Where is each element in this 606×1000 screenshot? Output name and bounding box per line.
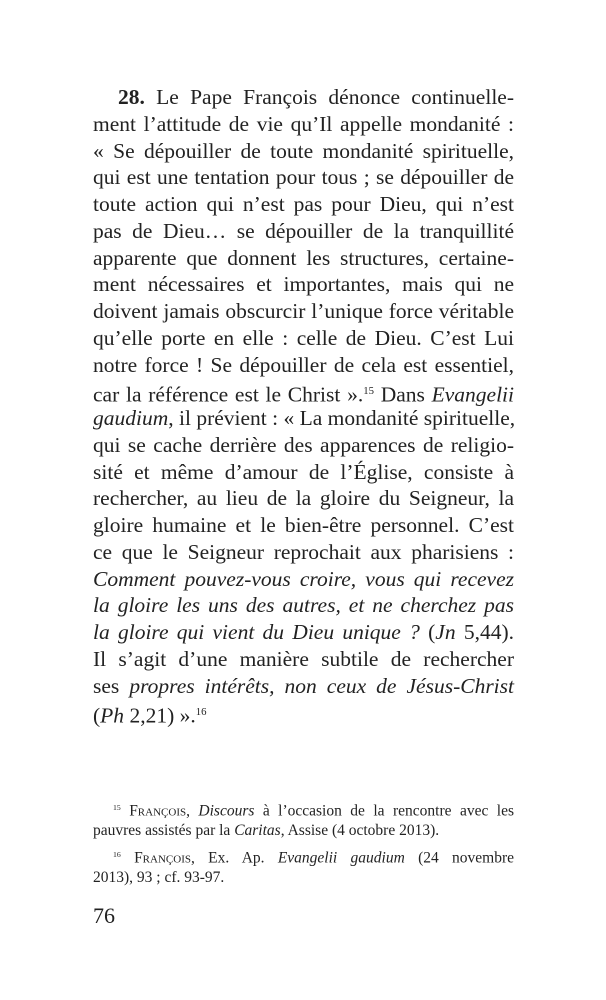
text-line: [93, 673, 514, 700]
text-segment: ,: [186, 802, 199, 820]
text-segment: Evangelii gaudium: [277, 849, 405, 867]
text-line: [93, 84, 514, 111]
text-segment: Le Pape François dénonce continuelle-: [144, 85, 514, 109]
text-line: [93, 271, 514, 298]
text-segment: Dans: [373, 382, 432, 407]
text-segment: pas de Dieu… se dépouiller de la tranquillité: [93, 218, 514, 243]
text-line: [93, 245, 514, 272]
text-segment: apparente que donnent les structures, certaine-: [93, 245, 514, 270]
text-segment: [121, 802, 129, 819]
text-segment: François: [129, 802, 187, 820]
text-line: [93, 298, 514, 325]
text-segment: Discours: [198, 802, 255, 820]
text-segment: ment l’attitude de vie qu’Il appelle mondanité :: [93, 111, 514, 136]
text-segment: gaudium: [93, 406, 169, 430]
text-segment: (24 novembre: [404, 849, 515, 867]
text-segment: [121, 849, 134, 866]
text-segment: qui se cache derrière des apparences de religio-: [93, 432, 514, 457]
text-line: [93, 432, 514, 459]
text-line: [93, 566, 514, 593]
footnotes: [93, 796, 514, 889]
footnote-ref: 15: [113, 803, 121, 812]
text-segment: notre force ! Se dépouiller de cela est essentiel,: [93, 352, 514, 377]
text-line: [93, 646, 514, 673]
paragraph-28: [93, 84, 514, 726]
text-line: [93, 378, 514, 405]
text-line: [93, 164, 514, 191]
footnote-line: [93, 866, 514, 889]
text-segment: François: [134, 849, 191, 867]
text-segment: Jn: [435, 620, 456, 644]
text-segment: , Ex. Ap.: [190, 849, 278, 867]
text-segment: Il s’agit d’une manière subtile de rechercher: [93, 646, 514, 671]
text-line: [93, 218, 514, 245]
footnote-ref: 16: [195, 706, 207, 719]
text-line: [93, 459, 514, 486]
footnote-line: [93, 796, 514, 819]
text-segment: la gloire qui vient du Dieu unique ?: [93, 620, 420, 644]
text-segment: Evangelii: [431, 382, 514, 407]
text-segment: qu’elle porte en elle : celle de Dieu. C’est Lui: [93, 325, 514, 350]
text-line: [93, 592, 514, 619]
text-segment: Ph: [100, 703, 125, 728]
text-segment: qui est une tentation pour tous ; se dépouiller de: [93, 165, 514, 190]
text-line: [93, 619, 514, 646]
text-segment: « Se dépouiller de toute mondanité spirituelle,: [93, 138, 514, 163]
footnote-ref: 15: [363, 385, 374, 398]
text-line: [93, 138, 514, 165]
text-segment: rechercher, au lieu de la gloire du Seigneur, la: [93, 486, 514, 511]
footnote-line: [93, 819, 514, 842]
text-line: [93, 512, 514, 539]
text-segment: (: [419, 620, 436, 644]
text-segment: Caritas: [234, 822, 281, 840]
text-segment: , Assise (4 octobre 2013).: [280, 822, 440, 840]
text-line: [93, 352, 514, 379]
text-segment: (: [93, 703, 101, 728]
text-segment: à l’occasion de la rencontre avec les: [254, 802, 514, 820]
page-number: 76: [93, 903, 115, 928]
text-segment: 2,21) ».: [124, 703, 196, 728]
text-segment: propres intérêts, non ceux de Jésus-Christ: [129, 673, 514, 698]
text-line: [93, 699, 514, 726]
text-segment: doivent jamais obscurcir l’unique force véritable: [93, 299, 514, 323]
paragraph-number: 28.: [118, 85, 145, 109]
text-segment: car la référence est le Christ ».: [93, 382, 364, 407]
text-segment: sité et même d’amour de l’Église, consiste à: [93, 459, 514, 484]
text-segment: toute action qui n’est pas pour Dieu, qui n’est: [93, 192, 514, 216]
text-segment: ses: [93, 673, 130, 698]
text-line: [93, 485, 514, 512]
text-segment: gloire humaine et le bien-être personnel. C’est: [93, 513, 514, 537]
text-line: [93, 405, 514, 432]
text-segment: , il prévient : « La mondanité spirituelle,: [168, 406, 516, 430]
footnote-line: [93, 843, 514, 866]
text-segment: 5,44).: [455, 620, 514, 644]
text-segment: ment nécessaires et importantes, mais qui ne: [93, 272, 514, 297]
text-segment: 2013), 93 ; cf. 93-97.: [93, 868, 225, 886]
text-line: [93, 111, 514, 138]
text-segment: pauvres assistés par la: [93, 822, 235, 840]
text-line: [93, 539, 514, 566]
text-segment: Comment pouvez-vous croire, vous qui recevez: [93, 566, 514, 591]
text-line: [93, 325, 514, 352]
text-segment: ce que le Seigneur reprochait aux pharisiens :: [93, 539, 514, 564]
text-segment: la gloire les uns des autres, et ne cherchez pas: [93, 593, 514, 618]
text-line: [93, 191, 514, 218]
footnote-ref: 16: [113, 849, 121, 859]
